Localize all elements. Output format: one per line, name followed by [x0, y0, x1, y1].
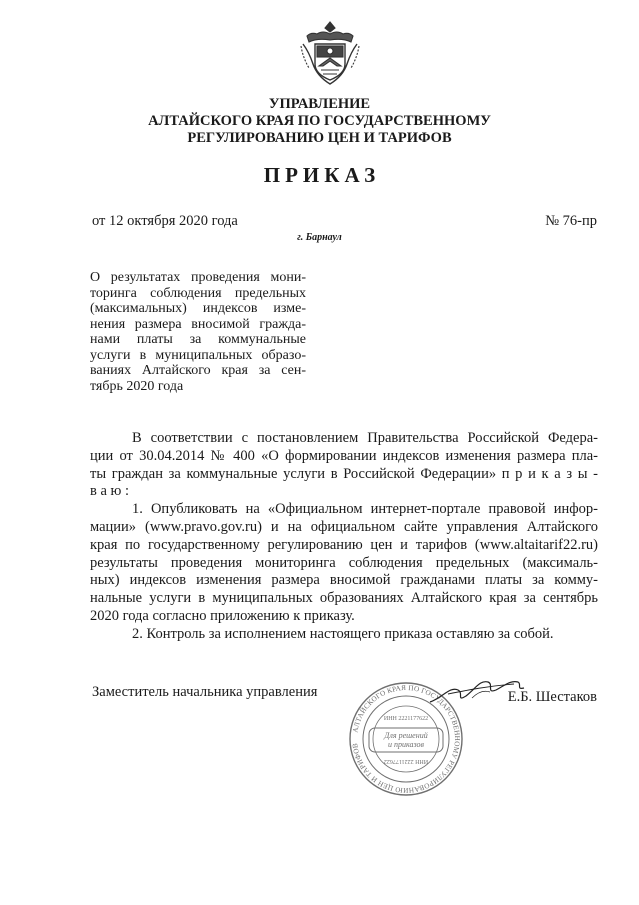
subject-line: О результатах проведения мони-: [90, 270, 306, 285]
order-number: № 76-пр: [545, 213, 597, 229]
stamp-code-bottom: ИНН 2221177622: [383, 758, 429, 764]
signer-position: Заместитель начальника управления: [92, 684, 318, 700]
city-label: г. Барнаул: [297, 232, 342, 243]
item2-line: 2. Контроль за исполнением настоящего приказа оставляю за собой.: [132, 625, 554, 642]
stamp-inner-line: и приказов: [387, 740, 425, 749]
item1-line: 1. Опубликовать на «Официальном интернет-портале правовой инфор-: [132, 501, 598, 518]
item1-line: 2020 года согласно приложению к приказу.: [90, 607, 355, 624]
subject-line: услуги в муниципальных образо-: [90, 347, 306, 363]
stamp-inner-line: Для решений: [384, 731, 428, 740]
subject-line: нения размера вносимой гражда-: [90, 316, 306, 332]
preamble-line: ции от 30.04.2014 № 400 «О формировании индексов изменения размера пла-: [90, 447, 598, 464]
stamp-code-top: ИНН 2221177622: [383, 716, 429, 722]
stamp-outer-text: АЛТАЙСКОГО КРАЯ ПО ГОСУДАРСТВЕННОМУ РЕГУЛИРОВАНИЮ ЦЕН И ТАРИФОВ: [351, 683, 462, 795]
signer-name: Е.Б. Шестаков: [507, 689, 597, 705]
item1-line: края по государственному регулированию цен и тарифов (www.altaitarif22.ru): [90, 536, 598, 553]
order-body: [90, 430, 598, 644]
subject-line: нами платы за коммунальные: [90, 332, 306, 347]
org-line-3: РЕГУЛИРОВАНИЮ ЦЕН И ТАРИФОВ: [187, 130, 452, 146]
order-date: от 12 октября 2020 года: [92, 213, 238, 229]
item1-line: нальные услуги в муниципальных образованиях Алтайского края за сентябрь: [90, 590, 598, 607]
organization-name: [0, 96, 639, 147]
item1-line: ных) индексов изменения размера вносимой гражданами платы за комму-: [90, 572, 598, 589]
order-subject: [90, 270, 306, 394]
subject-line: тябрь 2020 года: [90, 378, 184, 394]
subject-line: торинга соблюдения предельных: [90, 285, 306, 301]
org-line-1: УПРАВЛЕНИЕ: [268, 96, 371, 112]
preamble-line: в а ю :: [90, 483, 130, 500]
preamble-line: В соответствии с постановлением Правительства Российской Федера-: [132, 430, 598, 446]
subject-line: (максимальных) индексов изме-: [90, 301, 306, 316]
item1-line: мации» (www.pravo.gov.ru) и на официальном сайте управления Алтайского: [90, 518, 598, 535]
preamble-line: ты граждан за коммунальные услуги в Российской Федерации» п р и к а з ы -: [90, 465, 598, 482]
item1-line: результаты проведения мониторинга соблюдения предельных (максималь-: [90, 554, 598, 571]
document-title: ПРИКАЗ: [263, 163, 381, 187]
org-line-2: АЛТАЙСКОГО КРАЯ ПО ГОСУДАРСТВЕННОМУ: [148, 113, 491, 129]
subject-line: ваниях Алтайского края за сен-: [90, 363, 306, 378]
coat-of-arms-emblem: [299, 18, 361, 90]
